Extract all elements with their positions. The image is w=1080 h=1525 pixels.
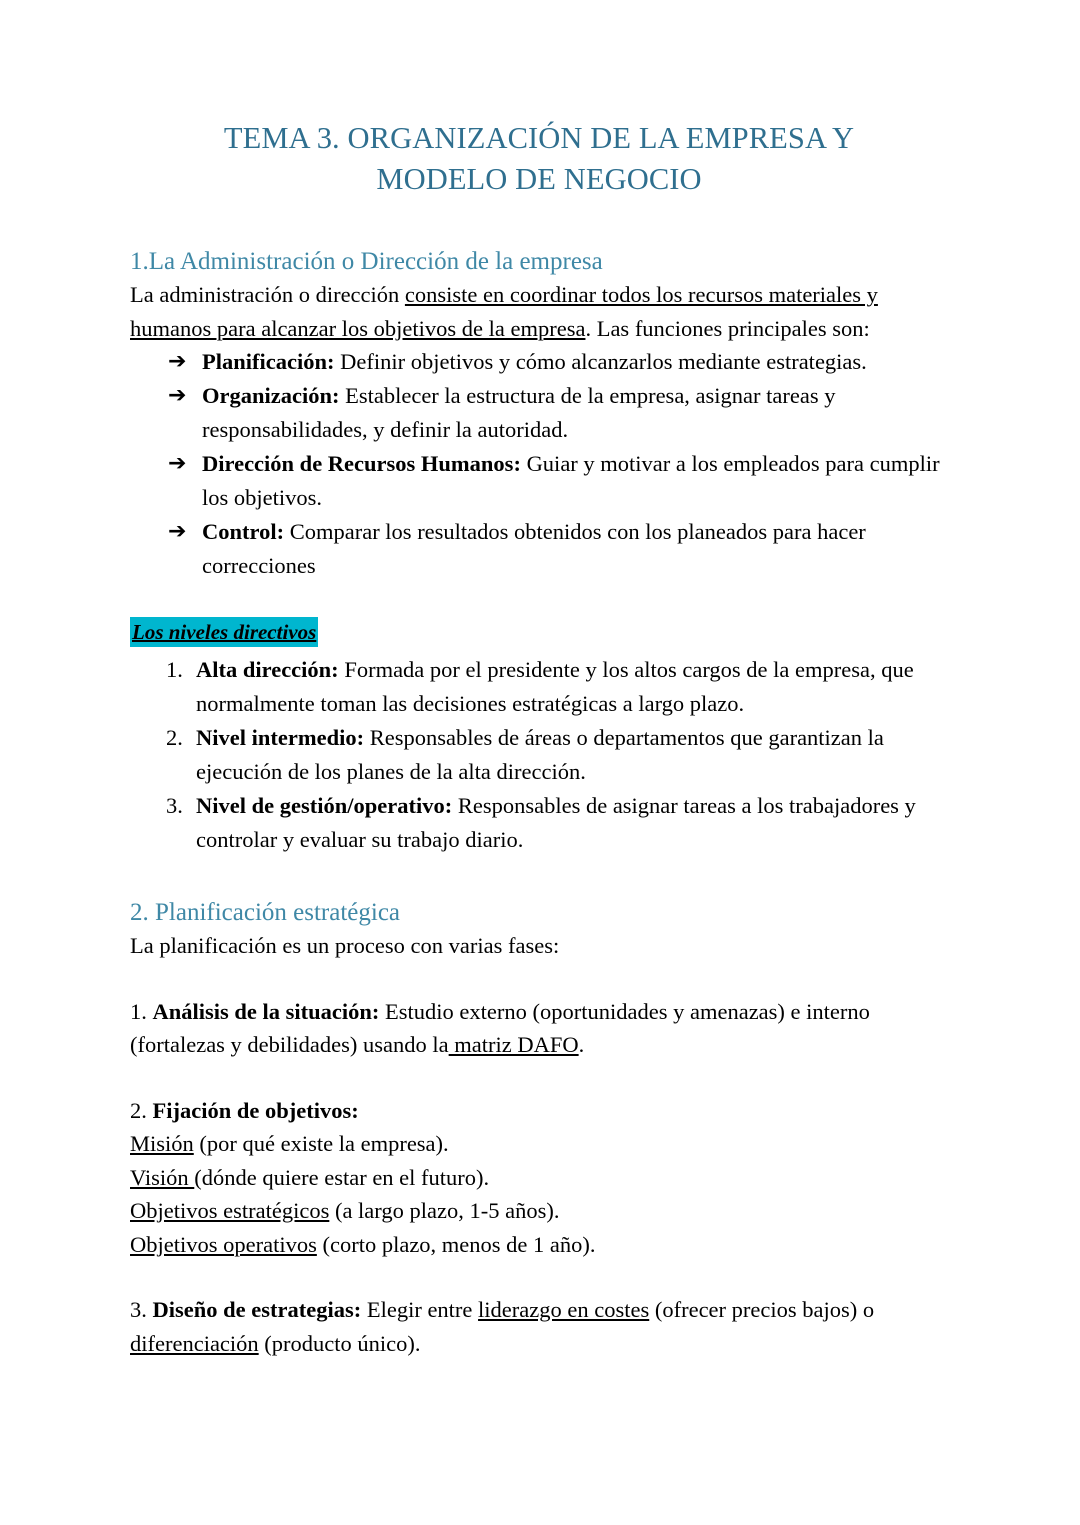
bullet-text: Comparar los resultados obtenidos con los planeados para hacer correcciones <box>202 519 866 578</box>
document-title-line-2: MODELO DE NEGOCIO <box>376 162 702 196</box>
section-2-heading: 2. Planificación estratégica <box>130 899 401 926</box>
level-text: Formada por el presidente y los altos cargos de la empresa, que normalmente toman las decisiones estratégicas a largo plazo. <box>196 657 914 716</box>
phase-2-term: Fijación de objetivos: <box>152 1097 359 1123</box>
list-item <box>130 515 948 583</box>
bullet-text: Guiar y motivar a los empleados para cumplir los objetivos. <box>202 451 940 510</box>
phase-3-underlined-term-a: liderazgo en costes <box>478 1297 650 1322</box>
functions-arrow-list <box>130 345 948 583</box>
objective-item <box>130 1194 948 1228</box>
objective-underlined-term: Visión <box>130 1164 195 1190</box>
level-term: Nivel intermedio: <box>196 725 365 750</box>
management-levels-list <box>130 653 948 857</box>
objective-item <box>130 1228 948 1262</box>
phase-1-number: 1. <box>130 998 153 1024</box>
phase-1-text-before: Estudio externo (oportunidades y amenazas) e interno (fortalezas y debilidades) usando la <box>130 998 870 1057</box>
bullet-term: Planificación: <box>202 349 335 374</box>
phase-3-underlined-term-b: diferenciación <box>130 1330 259 1356</box>
section-1-heading: 1.La Administración o Dirección de la empresa <box>130 248 603 275</box>
arrow-right-icon: ➔ <box>168 349 187 374</box>
phase-1-underlined-term: matriz DAFO <box>448 1032 579 1057</box>
bullet-term: Control: <box>202 519 285 544</box>
bullet-text: Definir objetivos y cómo alcanzarlos mediante estrategias. <box>334 349 867 374</box>
spacer <box>130 857 948 897</box>
arrow-right-icon: ➔ <box>168 383 187 408</box>
list-item <box>130 379 948 447</box>
spacer <box>130 963 948 995</box>
list-item <box>130 789 948 857</box>
level-text: Responsables de áreas o departamentos que garantizan la ejecución de los planes de la alta dirección. <box>196 725 884 784</box>
objective-underlined-term: Objetivos estratégicos <box>130 1198 330 1223</box>
objective-text: (corto plazo, menos de 1 año). <box>316 1231 596 1257</box>
phase-3-text-mid: (ofrecer precios bajos) o <box>649 1297 875 1322</box>
list-item <box>130 653 948 721</box>
list-item <box>130 345 948 379</box>
phase-1-term: Análisis de la situación: <box>152 998 380 1024</box>
objective-text: (dónde quiere estar en el futuro). <box>194 1164 490 1190</box>
phase-2-number: 2. <box>130 1097 153 1123</box>
document-title <box>130 118 948 200</box>
document-title-line-1: TEMA 3. ORGANIZACIÓN DE LA EMPRESA Y <box>223 121 855 155</box>
level-term: Nivel de gestión/operativo: <box>196 793 453 818</box>
section-1-intro-paragraph <box>130 278 948 345</box>
bullet-text: Establecer la estructura de la empresa, asignar tareas y responsabilidades, y definir la autoridad. <box>202 383 836 442</box>
spacer <box>130 1062 948 1094</box>
phase-3-term: Diseño de estrategias: <box>152 1297 362 1322</box>
phase-3-paragraph <box>130 1293 948 1360</box>
objective-underlined-term: Misión <box>130 1131 194 1156</box>
objective-text: (por qué existe la empresa). <box>193 1131 449 1156</box>
arrow-right-icon: ➔ <box>168 451 187 476</box>
arrow-right-icon: ➔ <box>168 519 187 544</box>
objective-item <box>130 1127 948 1161</box>
list-item <box>130 447 948 515</box>
objective-text: (a largo plazo, 1-5 años). <box>329 1198 560 1223</box>
phase-3-text-after: (producto único). <box>258 1330 421 1356</box>
level-term: Alta dirección: <box>196 657 339 682</box>
phase-1-text-after: . <box>578 1032 585 1057</box>
phase-2-heading-paragraph <box>130 1094 948 1128</box>
phase-1-paragraph <box>130 995 948 1062</box>
bullet-term: Dirección de Recursos Humanos: <box>202 451 521 476</box>
objective-item <box>130 1161 948 1195</box>
level-text: Responsables de asignar tareas a los trabajadores y controlar y evaluar su trabajo diario. <box>196 793 916 852</box>
intro-lead-text: La administración o dirección <box>130 282 405 307</box>
intro-underlined-text: consiste en coordinar todos los recursos materiales y humanos para alcanzar los objetivos de la empresa <box>130 282 878 341</box>
section-2-intro-paragraph: La planificación es un proceso con varias fases: <box>130 933 560 958</box>
spacer <box>130 1261 948 1293</box>
list-item <box>130 721 948 789</box>
document-content <box>130 118 948 1360</box>
highlighted-label-row <box>130 617 948 647</box>
bullet-term: Organización: <box>202 383 340 408</box>
status-badge-niveles-directivos: Los niveles directivos <box>130 617 318 647</box>
intro-tail-text: . Las funciones principales son: <box>585 315 870 341</box>
phase-3-text-before: Elegir entre <box>361 1297 479 1322</box>
objective-underlined-term: Objetivos operativos <box>130 1231 317 1257</box>
phase-3-number: 3. <box>130 1297 153 1322</box>
